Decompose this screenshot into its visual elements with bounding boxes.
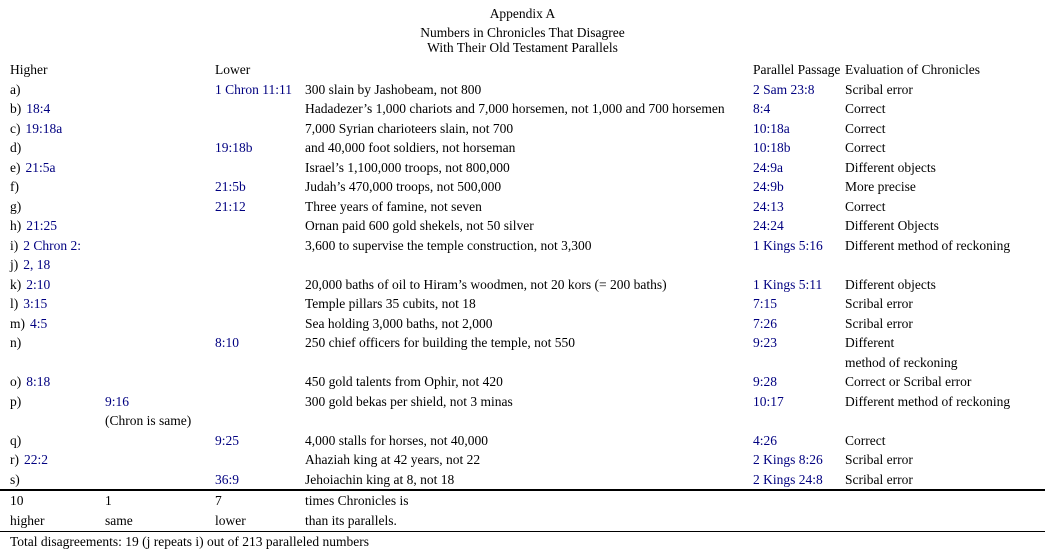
lower-cell bbox=[215, 80, 305, 100]
total-disagreements-note: Total disagreements: 19 (j repeats i) out of 213 paralleled numbers bbox=[10, 534, 369, 549]
same-cell bbox=[105, 138, 215, 158]
description-cell bbox=[305, 236, 753, 256]
description-cell bbox=[305, 216, 753, 236]
evaluation-text: Scribal error bbox=[845, 315, 913, 331]
label-same: same bbox=[105, 513, 133, 528]
parallel-reference: 4:26 bbox=[753, 432, 778, 448]
parallel-passage-cell bbox=[753, 255, 845, 275]
parallel-passage-cell bbox=[753, 314, 845, 334]
parallel-passage-cell bbox=[753, 216, 845, 236]
parallel-reference: 7:15 bbox=[753, 296, 778, 311]
description-text: 300 gold bekas per shield, not 3 minas bbox=[305, 393, 513, 409]
higher-cell bbox=[10, 294, 105, 314]
lower-cell bbox=[215, 138, 305, 158]
column-header-description bbox=[305, 60, 753, 80]
parallel-reference: 24:9b bbox=[753, 179, 784, 194]
row-letter: s) bbox=[10, 471, 20, 487]
description-text: Sea holding 3,000 baths, not 2,000 bbox=[305, 315, 493, 331]
description-cell bbox=[305, 431, 753, 451]
lower-cell bbox=[215, 450, 305, 470]
parallel-reference: 8:4 bbox=[753, 101, 771, 116]
lower-cell bbox=[215, 431, 305, 451]
description-text: 450 gold talents from Ophir, not 420 bbox=[305, 374, 503, 389]
parallel-passage-cell bbox=[753, 372, 845, 392]
parallel-reference: 2 Kings 8:26 bbox=[753, 452, 823, 467]
evaluation-cell bbox=[845, 255, 1045, 275]
description-text: 20,000 baths of oil to Hiram’s woodmen, not 20 kors (= 200 baths) bbox=[305, 276, 667, 292]
parallel-passage-cell bbox=[753, 99, 845, 119]
higher-reference: 4:5 bbox=[30, 315, 48, 331]
column-header-parallel-passage: Parallel Passage bbox=[753, 62, 841, 77]
parallel-passage-cell bbox=[753, 236, 845, 256]
same-cell bbox=[105, 236, 215, 256]
row-letter: h) bbox=[10, 218, 22, 233]
count-higher: 10 bbox=[10, 493, 24, 508]
parallel-reference: 24:13 bbox=[753, 198, 784, 214]
same-note: (Chron is same) bbox=[105, 413, 192, 428]
description-cell bbox=[305, 314, 753, 334]
row-letter: n) bbox=[10, 335, 22, 350]
table-row bbox=[0, 353, 1045, 373]
label-lower: lower bbox=[215, 513, 246, 528]
higher-reference: 8:18 bbox=[26, 374, 51, 389]
evaluation-cell bbox=[845, 80, 1045, 100]
parallel-reference: 1 Kings 5:11 bbox=[753, 276, 823, 292]
same-cell bbox=[105, 119, 215, 139]
table-row bbox=[0, 119, 1045, 139]
parallel-reference: 9:28 bbox=[753, 374, 778, 389]
same-cell bbox=[105, 80, 215, 100]
description-cell bbox=[305, 255, 753, 275]
parallel-passage-cell bbox=[753, 431, 845, 451]
lower-cell bbox=[215, 314, 305, 334]
same-cell bbox=[105, 411, 215, 431]
description-text: 7,000 Syrian charioteers slain, not 700 bbox=[305, 120, 514, 136]
higher-reference: 2:10 bbox=[26, 276, 51, 292]
evaluation-text: Different bbox=[845, 335, 895, 350]
description-cell bbox=[305, 158, 753, 178]
parallel-passage-cell bbox=[753, 177, 845, 197]
lower-cell bbox=[215, 470, 305, 490]
parallel-passage-cell bbox=[753, 392, 845, 412]
lower-cell bbox=[215, 353, 305, 373]
same-cell bbox=[105, 275, 215, 295]
table-row bbox=[0, 372, 1045, 392]
lower-cell bbox=[215, 411, 305, 431]
description-cell bbox=[305, 138, 753, 158]
description-text: Ahaziah king at 42 years, not 22 bbox=[305, 452, 481, 467]
description-text: Ornan paid 600 gold shekels, not 50 silver bbox=[305, 218, 534, 233]
table-row bbox=[0, 431, 1045, 451]
evaluation-cell bbox=[845, 450, 1045, 470]
table-row bbox=[0, 80, 1045, 100]
evaluation-text: Different method of reckoning bbox=[845, 393, 1011, 409]
description-cell bbox=[305, 275, 753, 295]
table-row bbox=[0, 216, 1045, 236]
row-letter: q) bbox=[10, 432, 22, 448]
lower-reference: 21:12 bbox=[215, 198, 246, 214]
same-cell bbox=[105, 177, 215, 197]
higher-cell bbox=[10, 158, 105, 178]
higher-cell bbox=[10, 470, 105, 490]
evaluation-text: method of reckoning bbox=[845, 354, 958, 370]
description-text: 4,000 stalls for horses, not 40,000 bbox=[305, 432, 488, 448]
evaluation-cell bbox=[845, 470, 1045, 490]
lower-cell bbox=[215, 294, 305, 314]
description-text: 3,600 to supervise the temple construction, not 3,300 bbox=[305, 237, 592, 253]
parallel-reference: 7:26 bbox=[753, 315, 778, 331]
lower-cell bbox=[215, 177, 305, 197]
higher-reference: 18:4 bbox=[26, 101, 51, 116]
lower-cell bbox=[215, 158, 305, 178]
evaluation-text: Scribal error bbox=[845, 452, 913, 467]
higher-cell bbox=[10, 372, 105, 392]
higher-cell bbox=[10, 236, 105, 256]
evaluation-text: Correct bbox=[845, 198, 886, 214]
description-text: Jehoiachin king at 8, not 18 bbox=[305, 471, 455, 487]
same-cell bbox=[105, 431, 215, 451]
description-cell bbox=[305, 470, 753, 490]
evaluation-cell bbox=[845, 372, 1045, 392]
evaluation-cell bbox=[845, 294, 1045, 314]
table-row bbox=[0, 392, 1045, 412]
table-row bbox=[0, 275, 1045, 295]
parallel-passage-cell bbox=[753, 333, 845, 353]
lower-cell bbox=[215, 197, 305, 217]
count-same: 1 bbox=[105, 493, 112, 508]
parallel-passage-cell bbox=[753, 294, 845, 314]
appendix-table bbox=[0, 60, 1045, 552]
row-letter: d) bbox=[10, 140, 22, 155]
lower-cell bbox=[215, 275, 305, 295]
higher-reference: 21:5a bbox=[25, 159, 56, 175]
table-row bbox=[0, 294, 1045, 314]
table-row bbox=[0, 314, 1045, 334]
description-text: Temple pillars 35 cubits, not 18 bbox=[305, 296, 476, 311]
evaluation-cell bbox=[845, 216, 1045, 236]
description-cell bbox=[305, 392, 753, 412]
same-cell bbox=[105, 333, 215, 353]
lower-reference: 9:25 bbox=[215, 432, 240, 448]
higher-cell bbox=[10, 275, 105, 295]
higher-cell bbox=[10, 314, 105, 334]
same-cell bbox=[105, 392, 215, 412]
summary-line1-text: times Chronicles is bbox=[305, 493, 409, 508]
same-cell bbox=[105, 216, 215, 236]
table-row bbox=[0, 99, 1045, 119]
row-letter: j) bbox=[10, 257, 19, 272]
page-title: Appendix A bbox=[489, 6, 556, 21]
lower-cell bbox=[215, 392, 305, 412]
description-text: Israel’s 1,100,000 troops, not 800,000 bbox=[305, 159, 510, 175]
evaluation-text: Scribal error bbox=[845, 81, 913, 97]
evaluation-text: More precise bbox=[845, 179, 916, 194]
page-subtitle bbox=[0, 25, 1045, 55]
parallel-passage-cell bbox=[753, 411, 845, 431]
row-letter: c) bbox=[10, 120, 21, 136]
summary-counts-row bbox=[0, 491, 1045, 511]
table-body bbox=[0, 80, 1045, 490]
subtitle-line-2: With Their Old Testament Parallels bbox=[427, 40, 618, 55]
same-cell bbox=[105, 99, 215, 119]
evaluation-text: Different Objects bbox=[845, 218, 939, 233]
lower-cell bbox=[215, 255, 305, 275]
table-row bbox=[0, 158, 1045, 178]
description-cell bbox=[305, 372, 753, 392]
higher-cell bbox=[10, 177, 105, 197]
higher-reference: 21:25 bbox=[26, 218, 58, 233]
lower-cell bbox=[215, 99, 305, 119]
lower-cell bbox=[215, 372, 305, 392]
summary-line2-text: than its parallels. bbox=[305, 513, 397, 528]
table-row bbox=[0, 177, 1045, 197]
column-header-lower: Lower bbox=[215, 62, 251, 77]
description-cell bbox=[305, 450, 753, 470]
row-letter: p) bbox=[10, 393, 22, 409]
evaluation-cell bbox=[845, 236, 1045, 256]
row-letter: k) bbox=[10, 276, 22, 292]
lower-cell bbox=[215, 333, 305, 353]
parallel-reference: 10:17 bbox=[753, 393, 784, 409]
description-text: and 40,000 foot soldiers, not horseman bbox=[305, 140, 516, 155]
higher-cell bbox=[10, 197, 105, 217]
lower-reference: 8:10 bbox=[215, 335, 240, 350]
column-header-higher: Higher bbox=[10, 62, 48, 77]
parallel-passage-cell bbox=[753, 353, 845, 373]
evaluation-cell bbox=[845, 314, 1045, 334]
table-row bbox=[0, 411, 1045, 431]
same-cell bbox=[105, 353, 215, 373]
parallel-passage-cell bbox=[753, 275, 845, 295]
description-text: 300 slain by Jashobeam, not 800 bbox=[305, 81, 482, 97]
description-text: Three years of famine, not seven bbox=[305, 198, 482, 214]
parallel-reference: 2 Kings 24:8 bbox=[753, 471, 823, 487]
evaluation-cell bbox=[845, 119, 1045, 139]
lower-reference: 1 Chron 11:11 bbox=[215, 81, 292, 97]
lower-cell bbox=[215, 216, 305, 236]
same-cell bbox=[105, 197, 215, 217]
same-reference: 9:16 bbox=[105, 393, 130, 409]
higher-cell bbox=[10, 99, 105, 119]
same-cell bbox=[105, 372, 215, 392]
higher-cell bbox=[10, 411, 105, 431]
parallel-passage-cell bbox=[753, 158, 845, 178]
evaluation-cell bbox=[845, 392, 1045, 412]
description-cell bbox=[305, 333, 753, 353]
parallel-reference: 24:24 bbox=[753, 218, 784, 233]
evaluation-text: Correct or Scribal error bbox=[845, 374, 972, 389]
higher-cell bbox=[10, 138, 105, 158]
description-text: 250 chief officers for building the temple, not 550 bbox=[305, 335, 576, 350]
row-letter: b) bbox=[10, 101, 22, 116]
row-letter: i) bbox=[10, 237, 19, 253]
label-higher: higher bbox=[10, 513, 45, 528]
evaluation-text: Scribal error bbox=[845, 296, 913, 311]
row-letter: e) bbox=[10, 159, 21, 175]
same-cell bbox=[105, 314, 215, 334]
description-cell bbox=[305, 119, 753, 139]
parallel-reference: 10:18b bbox=[753, 140, 791, 155]
parallel-reference: 9:23 bbox=[753, 335, 778, 350]
description-cell bbox=[305, 80, 753, 100]
parallel-passage-cell bbox=[753, 138, 845, 158]
parallel-passage-cell bbox=[753, 119, 845, 139]
higher-cell bbox=[10, 255, 105, 275]
lower-reference: 19:18b bbox=[215, 140, 253, 155]
evaluation-cell bbox=[845, 411, 1045, 431]
table-row bbox=[0, 138, 1045, 158]
description-cell bbox=[305, 294, 753, 314]
table-row bbox=[0, 236, 1045, 256]
higher-cell bbox=[10, 353, 105, 373]
evaluation-cell bbox=[845, 99, 1045, 119]
row-letter: a) bbox=[10, 81, 21, 97]
higher-cell bbox=[10, 119, 105, 139]
parallel-reference: 24:9a bbox=[753, 159, 783, 175]
summary-labels-row bbox=[0, 511, 1045, 531]
row-letter: l) bbox=[10, 296, 19, 311]
evaluation-cell bbox=[845, 353, 1045, 373]
evaluation-cell bbox=[845, 333, 1045, 353]
table-row bbox=[0, 255, 1045, 275]
lower-reference: 21:5b bbox=[215, 179, 246, 194]
row-letter: m) bbox=[10, 315, 25, 331]
higher-cell bbox=[10, 392, 105, 412]
higher-reference: 3:15 bbox=[23, 296, 48, 311]
evaluation-text: Correct bbox=[845, 432, 886, 448]
evaluation-text: Different objects bbox=[845, 159, 936, 175]
evaluation-cell bbox=[845, 275, 1045, 295]
lower-cell bbox=[215, 236, 305, 256]
evaluation-text: Correct bbox=[845, 101, 886, 116]
parallel-reference: 1 Kings 5:16 bbox=[753, 237, 823, 253]
table-row bbox=[0, 470, 1045, 490]
evaluation-text: Scribal error bbox=[845, 471, 913, 487]
higher-cell bbox=[10, 450, 105, 470]
higher-reference: 2 Chron 2: bbox=[23, 237, 82, 253]
lower-reference: 36:9 bbox=[215, 471, 240, 487]
description-cell bbox=[305, 197, 753, 217]
parallel-passage-cell bbox=[753, 197, 845, 217]
table-row bbox=[0, 333, 1045, 353]
parallel-reference: 10:18a bbox=[753, 120, 790, 136]
description-cell bbox=[305, 411, 753, 431]
parallel-passage-cell bbox=[753, 470, 845, 490]
higher-cell bbox=[10, 216, 105, 236]
lower-cell bbox=[215, 119, 305, 139]
parallel-reference: 2 Sam 23:8 bbox=[753, 81, 815, 97]
table-header-row bbox=[0, 60, 1045, 80]
higher-reference: 22:2 bbox=[24, 452, 49, 467]
evaluation-cell bbox=[845, 431, 1045, 451]
evaluation-text: Different objects bbox=[845, 276, 936, 292]
same-cell bbox=[105, 294, 215, 314]
parallel-passage-cell bbox=[753, 450, 845, 470]
column-header-same bbox=[105, 60, 215, 80]
higher-cell bbox=[10, 431, 105, 451]
column-header-evaluation: Evaluation of Chronicles bbox=[845, 62, 980, 77]
same-cell bbox=[105, 450, 215, 470]
subtitle-line-1: Numbers in Chronicles That Disagree bbox=[420, 25, 625, 40]
count-lower: 7 bbox=[215, 493, 222, 508]
evaluation-cell bbox=[845, 197, 1045, 217]
description-cell bbox=[305, 177, 753, 197]
same-cell bbox=[105, 255, 215, 275]
evaluation-cell bbox=[845, 177, 1045, 197]
row-letter: r) bbox=[10, 452, 19, 467]
same-cell bbox=[105, 158, 215, 178]
description-cell bbox=[305, 99, 753, 119]
higher-reference: 2, 18 bbox=[23, 257, 51, 272]
evaluation-text: Correct bbox=[845, 140, 886, 155]
evaluation-text: Correct bbox=[845, 120, 886, 136]
higher-cell bbox=[10, 333, 105, 353]
description-text: Hadadezer’s 1,000 chariots and 7,000 horsemen, not 1,000 and 700 horsemen bbox=[305, 101, 725, 116]
same-cell bbox=[105, 470, 215, 490]
parallel-passage-cell bbox=[753, 80, 845, 100]
description-cell bbox=[305, 353, 753, 373]
evaluation-text: Different method of reckoning bbox=[845, 237, 1011, 253]
higher-cell bbox=[10, 80, 105, 100]
title-block bbox=[0, 0, 1045, 55]
table-row bbox=[0, 197, 1045, 217]
evaluation-cell bbox=[845, 158, 1045, 178]
higher-reference: 19:18a bbox=[25, 120, 63, 136]
description-text: Judah’s 470,000 troops, not 500,000 bbox=[305, 179, 502, 194]
table-row bbox=[0, 450, 1045, 470]
row-letter: o) bbox=[10, 374, 22, 389]
evaluation-cell bbox=[845, 138, 1045, 158]
row-letter: g) bbox=[10, 198, 22, 214]
row-letter: f) bbox=[10, 179, 19, 194]
